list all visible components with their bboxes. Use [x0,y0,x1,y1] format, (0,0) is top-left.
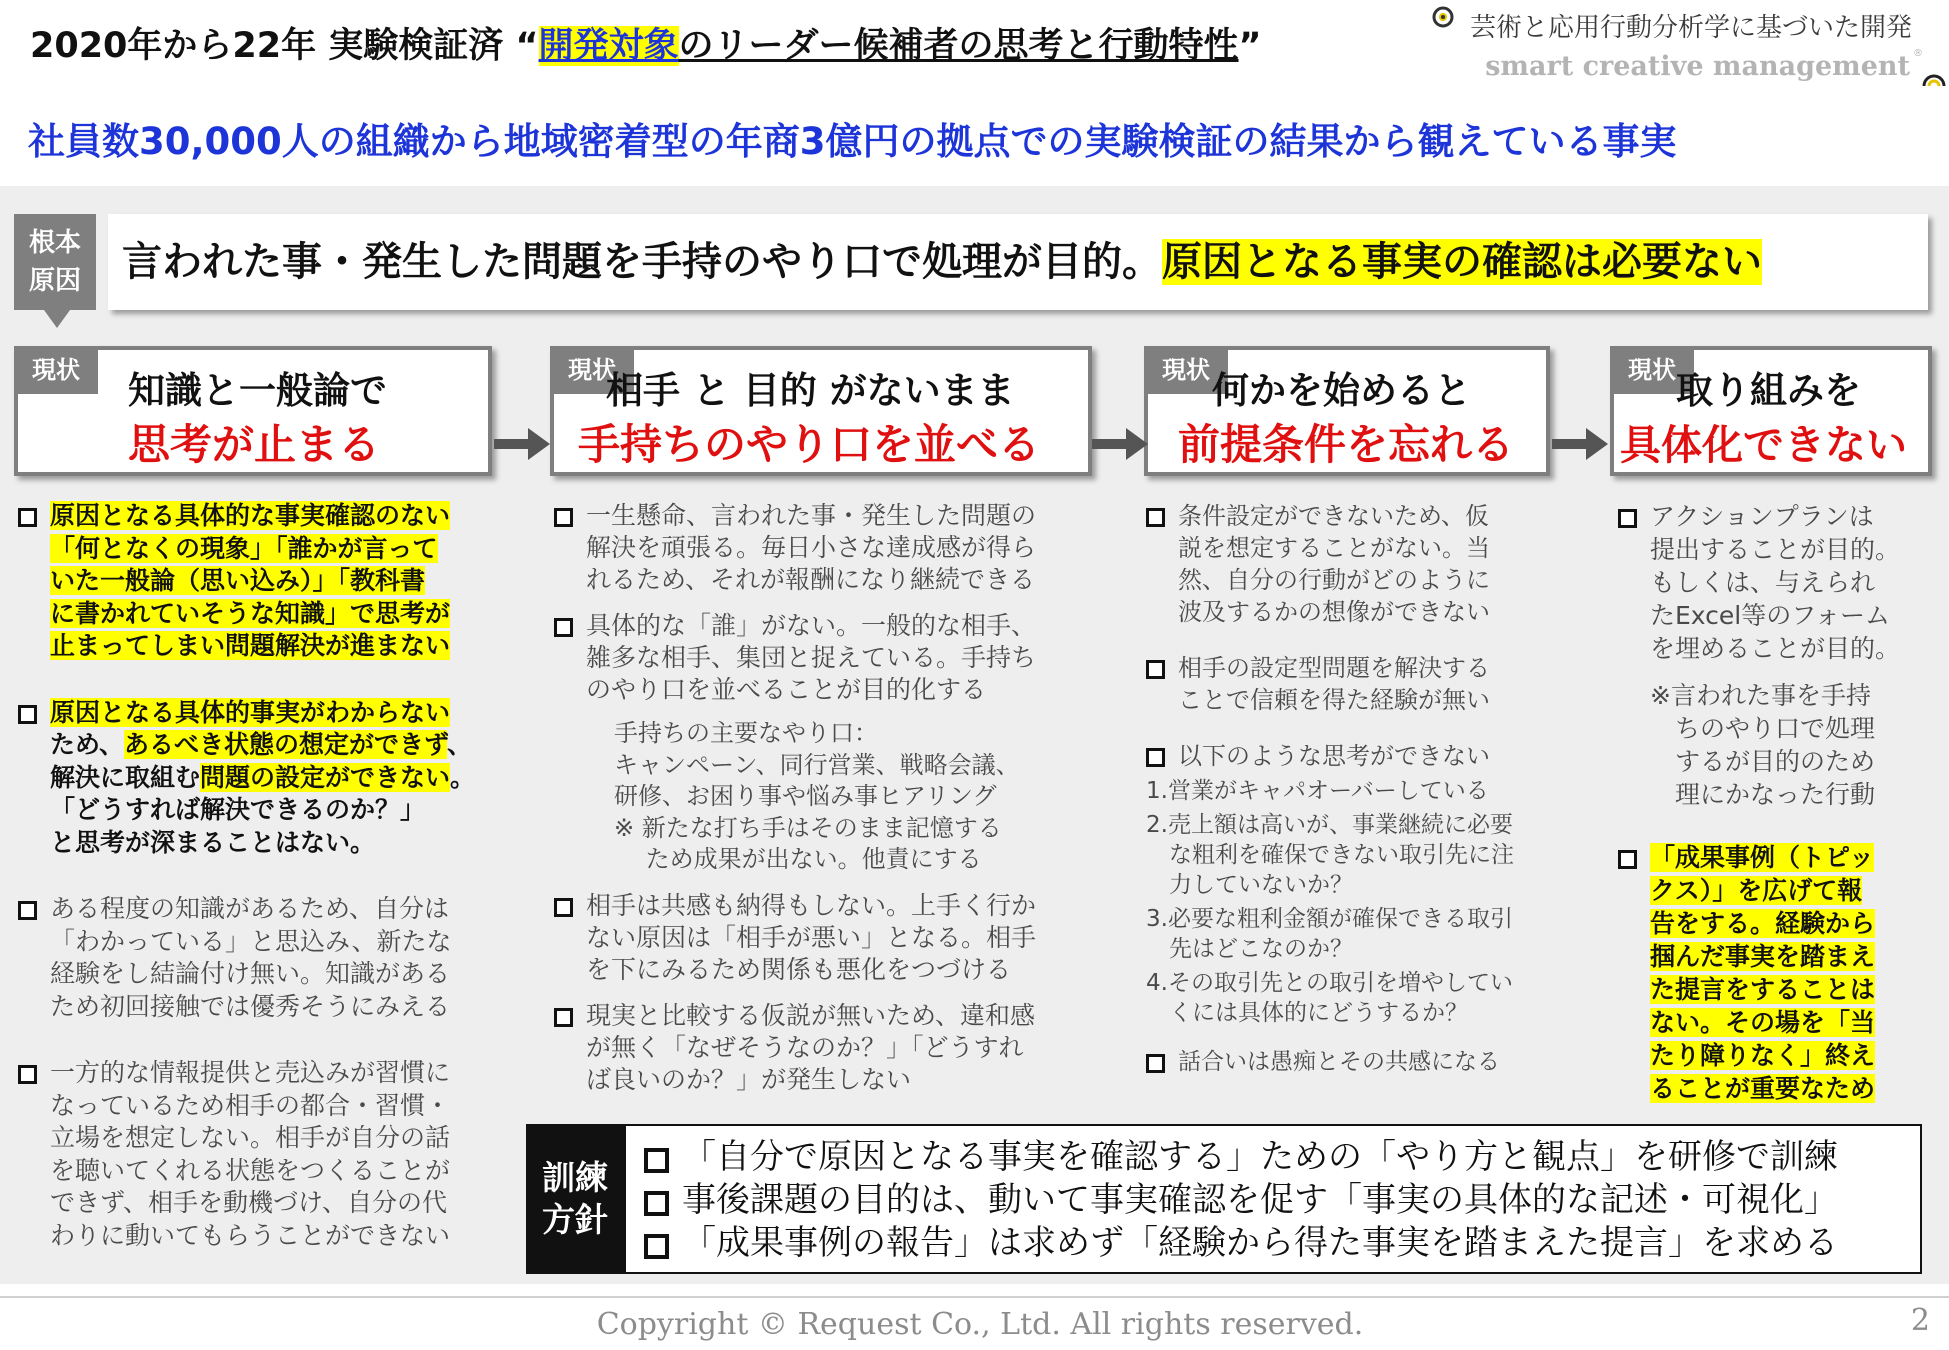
list-item [554,1000,1094,1096]
item-line: キャンペーン、同行営業、戦略会議、 [614,750,1020,779]
item-line: 研修、お困り事や悩み事ヒアリング [614,782,997,810]
list-item [18,1057,496,1252]
training-text: 事後課題の目的は、動いて事実確認を促す「事実の具体的な記述・可視化」 [682,1180,1838,1220]
status-box-3 [1144,346,1550,476]
status-box-2 [550,346,1092,476]
root-cause-label [14,214,96,310]
flow-arrow-icon [1552,426,1608,462]
item-line: を埋めることが目的。 [1650,634,1901,663]
status-tag: 現状 [550,346,634,394]
item-line: 掴んだ事実を踏まえ [1650,942,1876,971]
item-line: 条件設定ができないため、仮 [1178,502,1490,530]
item-line: もしくは、与えられ [1650,568,1876,597]
item-line: 4.その取引先との取引を増やしてい [1146,970,1513,996]
item-line: 「どうすれば解決できるのか？」 [50,795,426,824]
item-line: 力していないか？ [1146,872,1353,898]
subtitle: 社員数30,000人の組織から地域密着型の年商3億円の拠点での実験検証の結果から観えている事実 [28,120,1677,163]
checkbox-bullet-icon [644,1191,669,1216]
column-2 [554,500,1094,1096]
root-cause-box [108,214,1928,310]
item-line: ることが重要なため [1650,1074,1876,1103]
checkbox-bullet-icon [18,1065,37,1084]
list-item [554,610,1094,706]
flow-arrow-icon [1092,426,1148,462]
item-line: 経験をし結論付け無い。知識がある [50,959,451,988]
item-line: 2.売上額は高いが、事業継続に必要 [1146,812,1513,838]
checkbox-bullet-icon [554,1008,573,1027]
list-item [1618,841,1938,1105]
item-line: くには具体的にどうするか？ [1146,1000,1468,1026]
root-label-line2: 原因 [28,266,81,296]
status-line2: 前提条件を忘れる [1178,420,1515,469]
checkbox-bullet-icon [1146,508,1165,527]
training-policy-box [624,1124,1922,1274]
checkbox-bullet-icon [18,508,37,527]
training-text: 「成果事例の報告」は求めず「経験から得た事実を踏まえた提言」を求める [682,1223,1838,1263]
item-line: 理にかなった行動 [1650,780,1876,809]
item-line: 1.営業がキャパオーバーしている [1146,778,1489,804]
status-line1: 何かを始めると [1212,369,1471,412]
item-text: 解決に取組む [50,762,201,792]
column-3 [1146,500,1550,1078]
item-line: を聴いてくれる状態をつくることが [50,1155,451,1185]
training-item [638,1179,1920,1222]
item-line: 止まってしまい問題解決が進まない [50,631,451,660]
item-line: アクションプランは [1650,502,1874,531]
item-line: できず、相手を動機づけ、自分の代 [50,1188,448,1217]
page-title [30,16,1430,76]
status-tag: 現状 [14,346,98,394]
item-line: ※言われた事を手持 [1650,681,1871,710]
item-line: が無く「なぜそうなのか？」「どうすれ [586,1032,1024,1062]
list-item [1146,500,1550,628]
item-line: 原因となる具体的な事実確認のない [50,501,451,530]
training-label-line2: 方針 [542,1200,608,1239]
item-line: クス）」を広げて報 [1650,876,1863,905]
list-item [554,500,1094,596]
checkbox-bullet-icon [644,1148,669,1173]
list-item [554,890,1094,986]
list-item [1146,652,1550,716]
item-line: 原因となる具体的事実がわからない [50,697,451,727]
checkbox-bullet-icon [1146,1054,1165,1073]
checkbox-bullet-icon [554,618,573,637]
item-text: 。 [450,762,476,792]
item-line: ことで信頼を得た経験が無い [1178,686,1490,714]
status-line1: 相手 と 目的 がないまま [606,369,1015,412]
item-line: 手持ちの主要なやり口： [614,719,878,747]
item-line: のやり口を並べることが目的化する [586,675,987,704]
root-label-line1: 根本 [28,228,81,258]
item-highlight: あるべき状態の想定ができず [124,730,448,759]
brand-tagline-en: smart creative management [1485,51,1910,82]
status-line2: 手持ちのやり口を並べる [578,420,1041,469]
checkbox-bullet-icon [1146,748,1165,767]
status-line2: 具体化できない [1620,421,1907,469]
item-line: 相手の設定型問題を解決する [1178,654,1490,682]
status-line1: 取り組みを [1676,369,1861,412]
item-line: いた一般論（思い込み）」「教科書 [50,566,426,595]
item-line: たExcel等のフォーム [1650,601,1890,630]
checkbox-bullet-icon [18,705,37,724]
item-line: 立場を想定しない。相手が自分の話 [50,1123,451,1152]
status-tag: 現状 [1610,346,1694,394]
numbered-list [1146,776,1550,1028]
item-line: れるため、それが報酬になり継続できる [586,565,1036,594]
swirl-logo-icon [1921,66,1947,92]
page-number: 2 [1910,1303,1930,1338]
status-tag: 現状 [1144,346,1228,394]
list-item [18,500,496,663]
training-policy-label [526,1124,624,1274]
item-line: ため初回接触では優秀そうにみえる [50,991,451,1021]
footer-divider [0,1296,1949,1298]
training-item [638,1222,1920,1265]
status-line2: 思考が止まる [128,420,381,469]
title-end: ” [1238,26,1262,66]
item-line: 告をする。経験から [1650,909,1876,938]
item-line: た提言をすることは [1650,975,1876,1004]
root-cause-text: 言われた事・発生した問題を手持のやり口で処理が目的。 [122,239,1162,285]
item-line: 具体的な「誰」がない。一般的な相手、 [586,611,1037,640]
item-line: 「成果事例（トピッ [1650,843,1875,872]
checkbox-bullet-icon [18,901,37,920]
item-text: ため、 [50,730,125,759]
item-line: 提出することが目的。 [1650,535,1901,564]
item-line: ※ 新たな打ち手はそのまま記憶する [614,813,1002,842]
brand-tagline-jp: 芸術と応用行動分析学に基づいた開発 [1470,13,1913,43]
list-item [18,697,496,860]
item-line: 以下のような思考ができない [1178,742,1490,770]
note [1618,679,1938,811]
item-line: 波及するかの想像ができない [1178,598,1490,626]
item-line: な粗利を確保できない取引先に注 [1146,842,1514,868]
copyright: Copyright © Request Co., Ltd. All rights reserved. [596,1307,1364,1342]
training-label-line1: 訓練 [542,1158,608,1197]
item-line: ない原因は「相手が悪い」となる。相手 [586,922,1037,952]
item-line: わりに動いてもらうことができない [50,1220,451,1250]
item-line: 相手は共感も納得もしない。上手く行か [586,890,1037,920]
item-line: ため成果が出ない。他責にする [614,845,982,873]
registered-mark: ® [1913,48,1923,59]
item-line: 話合いは愚痴とその共感になる [1178,1049,1500,1075]
brand-logo-icon [1428,4,1458,34]
item-line: に書かれていそうな知識」で思考が [50,598,451,628]
title-highlight: 開発対象 [538,26,679,66]
checkbox-bullet-icon [554,508,573,527]
checkbox-bullet-icon [644,1234,669,1259]
column-1 [18,500,496,1252]
item-line: するが目的のため [1650,747,1876,776]
status-box-4 [1610,346,1932,476]
item-line: 雑多な相手、集団と捉えている。手持ち [586,643,1037,672]
title-prefix: 2020年から22年 実験検証済 “ [30,26,539,66]
flow-arrow-icon [494,426,550,462]
item-text: 、 [447,730,473,759]
item-line: 3.必要な粗利金額が確保できる取引 [1146,906,1513,932]
item-line: 「何となくの現象」「誰かが言って [50,533,438,563]
item-line: 然、自分の行動がどのように [1178,566,1490,594]
status-line1: 知識と一般論で [128,369,387,412]
root-down-arrow-icon [44,310,70,328]
item-line: を下にみるため関係も悪化をつづける [586,954,1012,984]
training-item [638,1136,1920,1179]
item-line: 説を想定することがない。当 [1178,534,1490,562]
item-highlight: 問題の設定ができない [200,762,451,792]
item-line: ない。その場を「当 [1650,1008,1876,1037]
title-suffix: のリーダー候補者の思考と行動特性 [678,26,1239,66]
tactics-note [554,718,1094,876]
root-cause-highlight: 原因となる事実の確認は必要ない [1162,239,1762,285]
item-line: なっているため相手の都合・習慣・ [50,1090,451,1120]
item-line: 解決を頑張る。毎日小さな達成感が得ら [586,533,1037,562]
checkbox-bullet-icon [1618,509,1637,528]
item-line: ある程度の知識があるため、自分は [50,894,450,923]
item-line: ば良いのか？」が発生しない [586,1064,912,1094]
checkbox-bullet-icon [1618,850,1637,869]
checkbox-bullet-icon [554,898,573,917]
list-item [18,893,496,1023]
item-line: 「わかっている」と思込み、新たな [50,926,452,956]
item-line: 先はどこなのか？ [1146,936,1353,962]
item-line: ちのやり口で処理 [1650,714,1876,743]
status-box-1 [14,346,492,476]
item-line: 一方的な情報提供と売込みが習慣に [50,1058,451,1087]
list-item [1618,500,1938,665]
item-line: 現実と比較する仮説が無いため、違和感 [586,1000,1036,1030]
item-line: たり障りなく」終え [1650,1041,1876,1070]
list-item [1146,1046,1550,1078]
column-4 [1618,500,1938,1105]
list-item [1146,740,1550,772]
checkbox-bullet-icon [1146,660,1165,679]
item-line: と思考が深まることはない。 [50,827,376,857]
item-line: 一生懸命、言われた事・発生した問題の [586,501,1037,530]
training-text: 「自分で原因となる事実を確認する」ための「やり方と観点」を研修で訓練 [682,1137,1838,1177]
